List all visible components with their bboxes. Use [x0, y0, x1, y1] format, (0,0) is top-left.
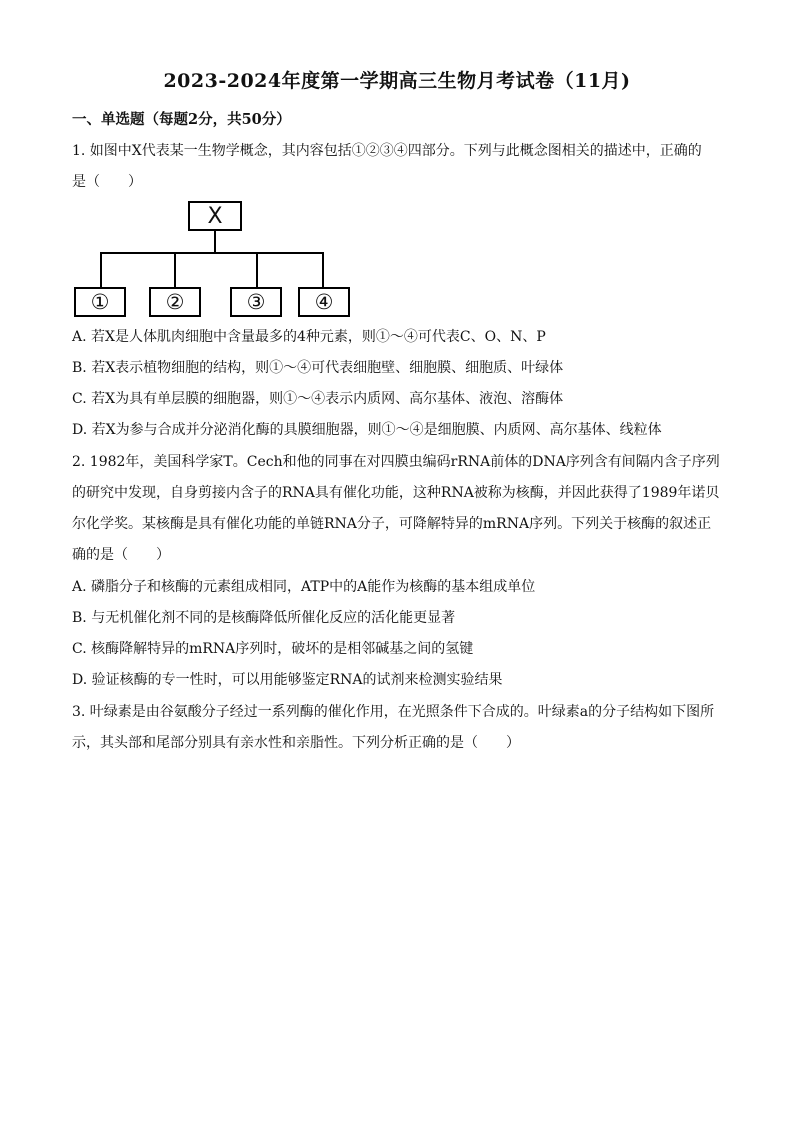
diagram-connector — [322, 252, 324, 288]
q1-option-a: A. 若X是人体肌肉细胞中含量最多的4种元素，则①～④可代表C、O、N、P — [72, 329, 546, 345]
q3-stem-line-2: 示，其头部和尾部分别具有亲水性和亲脂性。下列分析正确的是（ ） — [72, 735, 520, 751]
diagram-child-box-3: ③ — [230, 287, 282, 317]
diagram-connector — [214, 231, 216, 253]
diagram-connector — [174, 252, 176, 288]
q2-stem-line-1: 2. 1982年，美国科学家T。Cech和他的同事在对四膜虫编码rRNA前体的DNA序列含有间隔内含子序列 — [72, 454, 720, 470]
diagram-child-box-4: ④ — [298, 287, 350, 317]
q1-option-d: D. 若X为参与合成并分泌消化酶的具膜细胞器，则①～④是细胞膜、内质网、高尔基体、线粒体 — [72, 422, 662, 438]
q1-stem-line-2: 是（ ） — [72, 174, 142, 190]
diagram-child-box-2: ② — [149, 287, 201, 317]
diagram-connector — [100, 252, 102, 288]
q1-option-c: C. 若X为具有单层膜的细胞器，则①～④表示内质网、高尔基体、液泡、溶酶体 — [72, 391, 564, 407]
section-heading: 一、单选题（每题2分，共50分） — [72, 111, 291, 128]
q2-stem-line-3: 尔化学奖。某核酶是具有催化功能的单链RNA分子，可降解特异的mRNA序列。下列关于核酶的叙述正 — [72, 516, 712, 532]
q2-option-c: C. 核酶降解特异的mRNA序列时，破坏的是相邻碱基之间的氢键 — [72, 641, 474, 657]
q3-stem-line-1: 3. 叶绿素是由谷氨酸分子经过一系列酶的催化作用，在光照条件下合成的。叶绿素a的分子结构如下图所 — [72, 704, 715, 720]
q2-option-b: B. 与无机催化剂不同的是核酶降低所催化反应的活化能更显著 — [72, 610, 456, 626]
concept-diagram — [74, 199, 354, 319]
q2-option-a: A. 磷脂分子和核酶的元素组成相同，ATP中的A能作为核酶的基本组成单位 — [72, 579, 536, 595]
diagram-connector — [100, 252, 324, 254]
q1-stem-line-1: 1. 如图中X代表某一生物学概念，其内容包括①②③④四部分。下列与此概念图相关的描述中，正确的 — [72, 143, 702, 159]
q2-stem-line-2: 的研究中发现，自身剪接内含子的RNA具有催化功能，这种RNA被称为核酶，并因此获得了1989年诺贝 — [72, 485, 720, 501]
diagram-root-box: X — [188, 201, 242, 231]
page-title: 2023-2024年度第一学期高三生物月考试卷（11月) — [163, 70, 631, 92]
q2-option-d: D. 验证核酶的专一性时，可以用能够鉴定RNA的试剂来检测实验结果 — [72, 672, 503, 688]
q1-option-b: B. 若X表示植物细胞的结构，则①～④可代表细胞壁、细胞膜、细胞质、叶绿体 — [72, 360, 564, 376]
diagram-child-box-1: ① — [74, 287, 126, 317]
q2-stem-line-4: 确的是（ ） — [72, 547, 170, 563]
diagram-connector — [256, 252, 258, 288]
